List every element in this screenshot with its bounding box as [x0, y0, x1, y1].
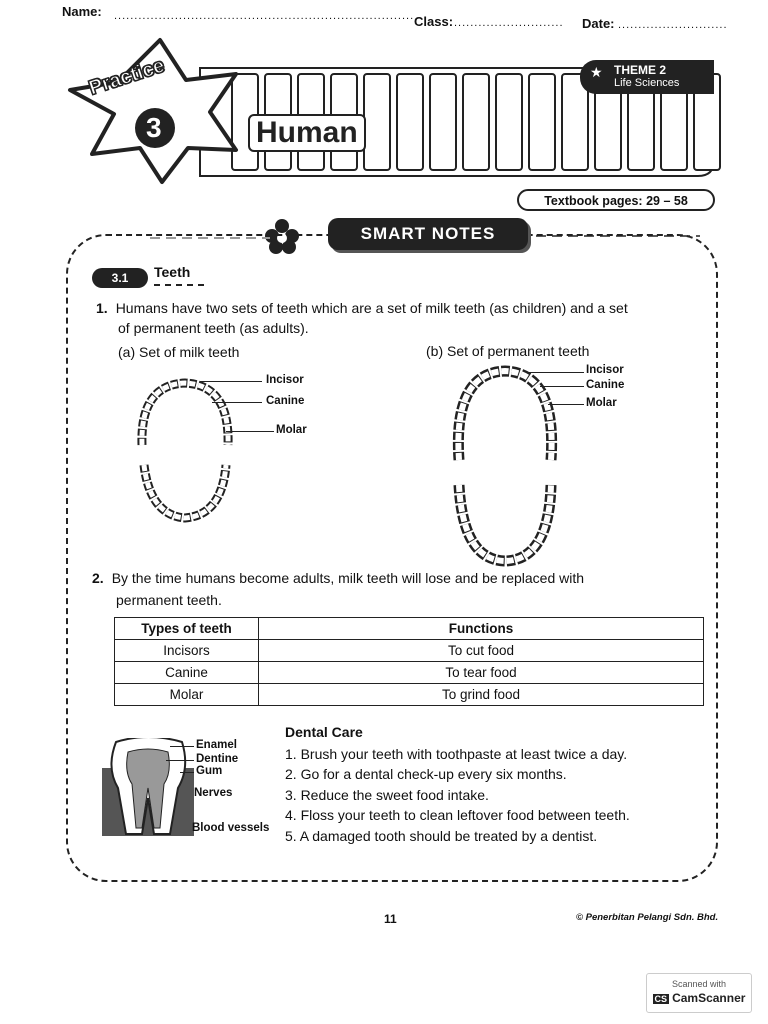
- point1-line2: of permanent teeth (as adults).: [118, 320, 309, 336]
- name-label: Name:: [62, 4, 102, 19]
- dental-care-title: Dental Care: [285, 724, 363, 740]
- scanner-line2: CamScanner: [672, 991, 746, 1005]
- banner-stripe: [463, 74, 489, 170]
- dentine-pointer: [166, 760, 194, 761]
- star-icon: ★: [590, 64, 603, 80]
- permanent-teeth-label: (b) Set of permanent teeth: [426, 343, 590, 359]
- date-label: Date:: [582, 16, 615, 31]
- table-cell: Canine: [115, 662, 259, 684]
- milk-teeth-diagram: [130, 375, 240, 530]
- milk-incisor-label: Incisor: [266, 374, 304, 386]
- table-cell: Incisors: [115, 640, 259, 662]
- nerves-label: Nerves: [194, 787, 233, 799]
- table-header-row: [115, 618, 704, 640]
- camscanner-watermark: [646, 973, 752, 1013]
- point1-text: [96, 298, 628, 318]
- name-field[interactable]: ..........................................................................: [114, 10, 415, 22]
- point2-text: [92, 568, 584, 588]
- perm-canine-label: Canine: [586, 379, 625, 391]
- point2-line2: permanent teeth.: [116, 592, 222, 608]
- class-label: Class:: [414, 14, 454, 29]
- section-underline: [154, 284, 204, 286]
- point2-line1: By the time humans become adults, milk teeth will lose and be replaced with: [111, 570, 585, 586]
- banner-stripe: [430, 74, 456, 170]
- scanner-line1: Scanned with: [671, 979, 727, 989]
- milk-teeth-label: (a) Set of milk teeth: [118, 344, 240, 360]
- textbook-pages-badge: Textbook pages: 29 – 58: [517, 189, 715, 211]
- table-row: [115, 640, 704, 662]
- enamel-label: Enamel: [196, 739, 237, 751]
- milk-molar-pointer: [226, 431, 274, 432]
- perm-molar-pointer: [548, 404, 584, 405]
- enamel-pointer: [170, 746, 194, 747]
- point1-line1: Humans have two sets of teeth which are a set of milk teeth (as children) and a set: [115, 300, 628, 316]
- list-item: 5. A damaged tooth should be treated by a dentist.: [285, 828, 598, 844]
- point2-number: 2.: [92, 570, 104, 586]
- table-row: [115, 662, 704, 684]
- section-title: Teeth: [154, 264, 191, 280]
- milk-canine-pointer: [212, 402, 262, 403]
- table-cell: To tear food: [259, 662, 704, 684]
- list-item: 1. Brush your teeth with toothpaste at least twice a day.: [285, 746, 628, 762]
- gum-pointer: [180, 772, 194, 773]
- list-item: 4. Floss your teeth to clean leftover food between teeth.: [285, 807, 630, 823]
- blood-vessels-label: Blood vessels: [192, 822, 270, 834]
- perm-molar-label: Molar: [586, 397, 617, 409]
- banner-stripe: [397, 74, 423, 170]
- theme-subtitle: Life Sciences: [614, 77, 680, 89]
- table-cell: Molar: [115, 684, 259, 706]
- perm-canine-pointer: [540, 386, 584, 387]
- milk-canine-label: Canine: [266, 395, 305, 407]
- table-header: Functions: [259, 618, 704, 640]
- milk-molar-label: Molar: [276, 424, 307, 436]
- practice-number: 3: [146, 112, 162, 143]
- milk-incisor-pointer: [200, 381, 262, 382]
- banner-stripe: [529, 74, 555, 170]
- table-cell: To grind food: [259, 684, 704, 706]
- camscanner-logo-icon: CS: [654, 994, 668, 1004]
- theme-label: THEME 2: [614, 63, 667, 77]
- publisher-credit: © Penerbitan Pelangi Sdn. Bhd.: [576, 912, 719, 923]
- gum-label: Gum: [196, 765, 223, 777]
- dentine-label: Dentine: [196, 753, 239, 765]
- table-cell: To cut food: [259, 640, 704, 662]
- tooth-cross-section-diagram: [102, 738, 194, 836]
- permanent-teeth-diagram: [445, 365, 565, 570]
- table-row: [115, 684, 704, 706]
- perm-incisor-label: Incisor: [586, 364, 624, 376]
- teeth-functions-table: [114, 617, 704, 706]
- section-number: 3.1: [92, 268, 148, 288]
- smart-notes-title: SMART NOTES: [328, 218, 528, 250]
- banner-stripe: [496, 74, 522, 170]
- banner-stripe: [364, 74, 390, 170]
- perm-incisor-pointer: [526, 372, 584, 373]
- practice-label: Practice: [86, 54, 168, 100]
- table-header: Types of teeth: [115, 618, 259, 640]
- class-field[interactable]: ...........................: [454, 17, 564, 29]
- page-number: 11: [384, 912, 397, 926]
- list-item: 2. Go for a dental check-up every six months.: [285, 766, 567, 782]
- chapter-title: Human: [248, 114, 366, 152]
- theme-badge: [580, 60, 714, 94]
- date-field[interactable]: ...........................: [618, 19, 728, 31]
- point1-number: 1.: [96, 300, 108, 316]
- list-item: 3. Reduce the sweet food intake.: [285, 787, 489, 803]
